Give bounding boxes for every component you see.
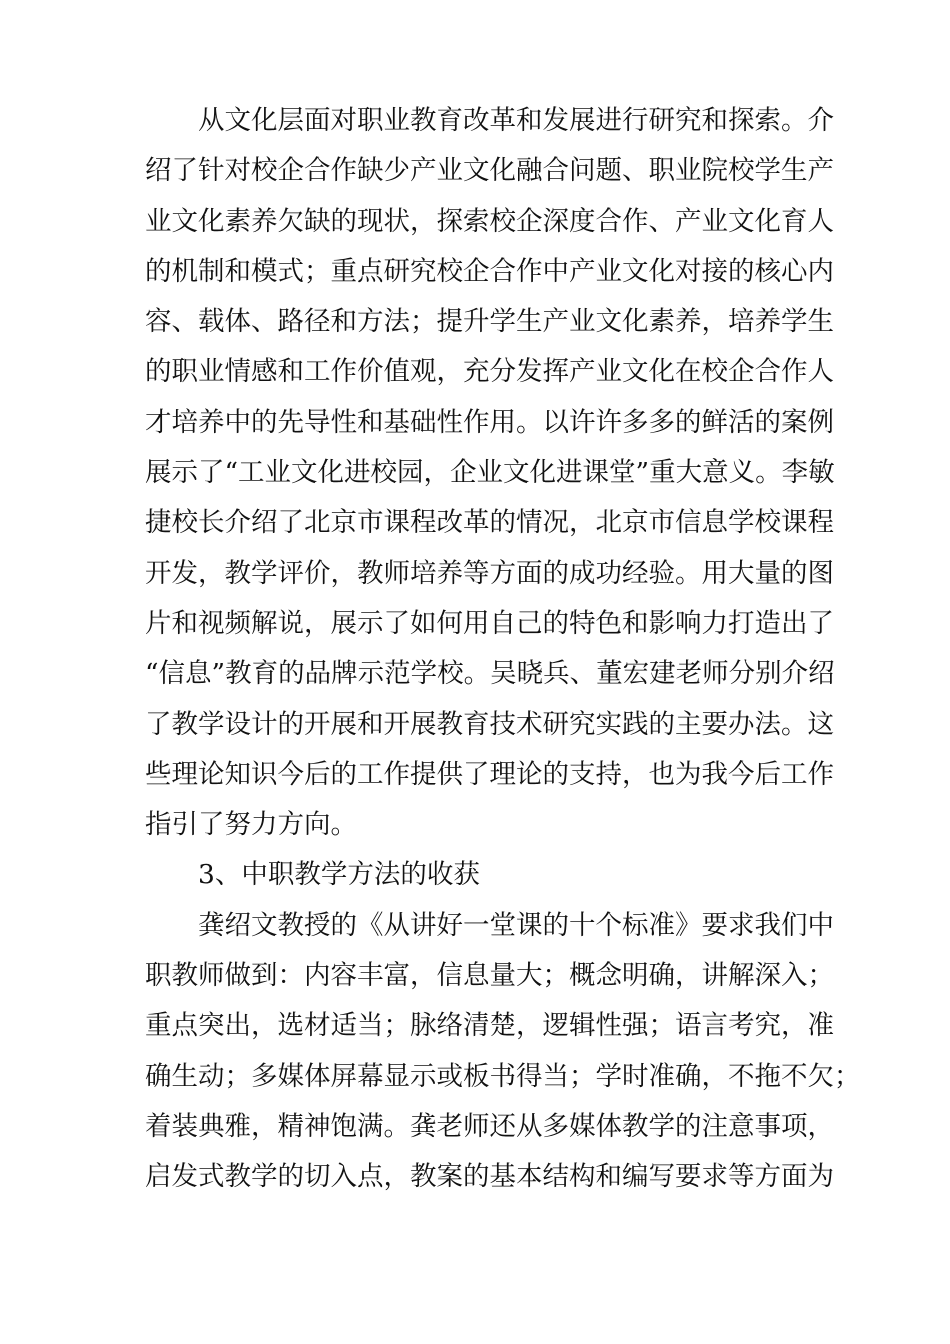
paragraph-line: 业文化素养欠缺的现状，探索校企深度合作、产业文化育人 [145, 205, 834, 237]
paragraph-line: 从文化层面对职业教育改革和发展进行研究和探索。介 [198, 105, 834, 136]
paragraph-line: 启发式教学的切入点，教案的基本结构和编写要求等方面为 [145, 1161, 834, 1193]
paragraph-line: 才培养中的先导性和基础性作用。以许许多多的鲜活的案例 [145, 406, 834, 438]
paragraph-line: 片和视频解说，展示了如何用自己的特色和影响力打造出了 [145, 607, 834, 639]
paragraph-line: 的职业情感和工作价值观，充分发挥产业文化在校企合作人 [145, 356, 834, 388]
paragraph-line: 指引了努力方向。 [145, 809, 357, 841]
paragraph-line: 些理论知识今后的工作提供了理论的支持，也为我今后工作 [145, 758, 834, 790]
paragraph-line: 展示了“工业文化进校园，企业文化进课堂”重大意义。李敏 [145, 457, 835, 489]
paragraph-line: 龚绍文教授的《从讲好一堂课的十个标准》要求我们中 [198, 909, 834, 941]
paragraph-line: “信息”教育的品牌示范学校。吴晓兵、董宏建老师分别介绍 [145, 658, 835, 690]
paragraph-2 [145, 901, 861, 1203]
paragraph-line: 着装典雅，精神饱满。龚老师还从多媒体教学的注意事项， [145, 1110, 834, 1142]
paragraph-line: 开发，教学评价，教师培养等方面的成功经验。用大量的图 [145, 557, 834, 589]
paragraph-line: 职教师做到：内容丰富，信息量大；概念明确，讲解深入； [145, 960, 834, 992]
paragraph-line: 的机制和模式；重点研究校企合作中产业文化对接的核心内 [145, 255, 834, 287]
paragraph-line: 捷校长介绍了北京市课程改革的情况，北京市信息学校课程 [145, 507, 834, 539]
paragraph-line: 容、载体、路径和方法；提升学生产业文化素养，培养学生 [145, 306, 834, 338]
paragraph-line: 了教学设计的开展和开展教育技术研究实践的主要办法。这 [145, 708, 834, 740]
paragraph-1 [145, 96, 835, 850]
paragraph-line: 绍了针对校企合作缺少产业文化融合问题、职业院校学生产 [145, 155, 834, 187]
paragraph-line: 重点突出，选材适当；脉络清楚，逻辑性强；语言考究，准 [145, 1010, 834, 1042]
document-body [145, 96, 861, 1203]
paragraph-line: 确生动；多媒体屏幕显示或板书得当；学时准确，不拖不欠； [145, 1060, 861, 1092]
section-heading: 3、中职教学方法的收获 [198, 859, 480, 891]
